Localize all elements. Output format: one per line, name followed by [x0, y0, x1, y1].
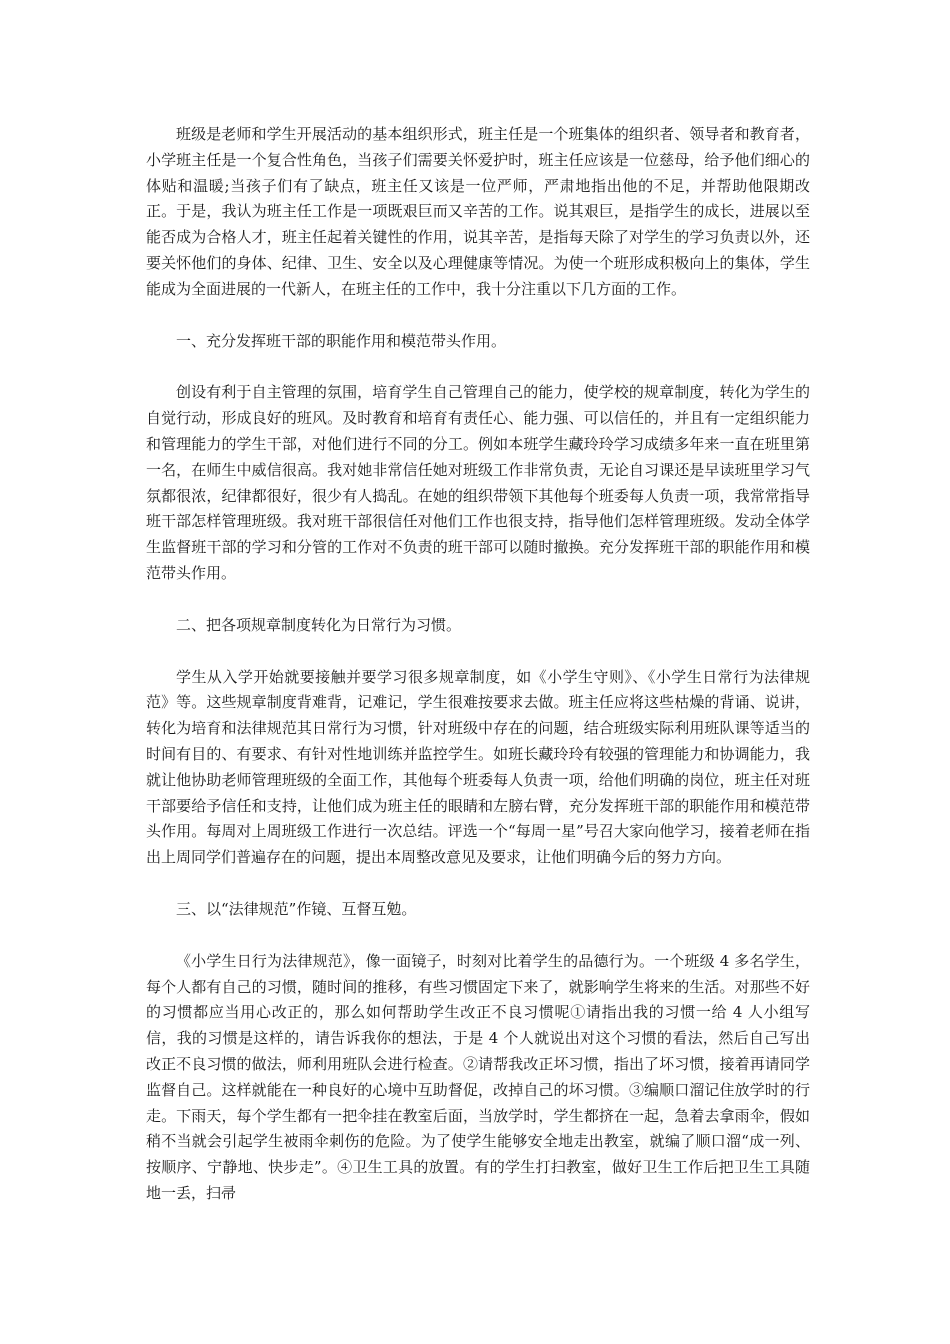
section-heading-2: 二、把各项规章制度转化为日常行为习惯。 — [176, 615, 462, 634]
section-body-2: 学生从入学开始就要接触并要学习很多规章制度，如《小学生守则》、《小学生日常行为法律规范》等。这些规章制度背难背，记难记，学生很难按要求去做。班主任应将这些枯燥的背诵、说讲，转化为培育和法律规范其日常行为习惯，针对班级中存在的问题，结合班级实际利用班队课等适当的时间有目的、有要求、有针对性地训练并监控学生。如班长藏玲玲有较强的管理能力和协调能力，我就让他协助老师管理班级的全面工作，其他每个班委每人负责一项，给他们明确的岗位，班主任对班干部要给予信任和支持，让他们成为班主任的眼睛和左膀右臂，充分发挥班干部的职能作用和模范带头作用。每周对上周班级工作进行一次总结。评选一个“每周一星”号召大家向他学习，接着老师在指出上周同学们普遍存在的问题，提出本周整改意见及要求，让他们明确今后的努力方向。 — [146, 667, 810, 867]
section-heading-1: 一、充分发挥班干部的职能作用和模范带头作用。 — [176, 331, 507, 350]
paragraph-gap — [146, 354, 810, 380]
paragraph-gap — [146, 303, 810, 329]
section-heading-3: 三、以“法律规范”作镜、互督互勉。 — [176, 899, 417, 918]
document-body — [146, 122, 810, 1207]
section-body-3: 《小学生日行为法律规范》，像一面镜子，时刻对比着学生的品德行为。一个班级 4 多名学生，每个人都有自己的习惯，随时间的推移，有些习惯固定下来了，就影响学生将来的生活。对那些不好的习惯都应当用心改正的，那么如何帮助学生改正不良习惯呢①请指出我的习惯一给 4 人小组写信，我的习惯是这样的，请告诉我你的想法，于是 4 个人就说出对这个习惯的看法，然后自己写出改正不良习惯的做法，师利用班队会进行检查。②请帮我改正坏习惯，指出了坏习惯，接着再请同学监督自己。这样就能在一种良好的心境中互助督促，改掉自己的坏习惯。③编顺口溜记住放学时的行走。下雨天，每个学生都有一把伞挂在教室后面，当放学时，学生都挤在一起，急着去拿雨伞，假如稍不当就会引起学生被雨伞刺伤的危险。为了使学生能够安全地走出教室，就编了顺口溜“成一列、按顺序、宁静地、快步走”。④卫生工具的放置。有的学生打扫教室，做好卫生工作后把卫生工具随地一丢，扫帚 — [146, 951, 810, 1202]
paragraph-gap — [146, 923, 810, 949]
paragraph-gap — [146, 871, 810, 897]
paragraph-gap — [146, 587, 810, 613]
paragraph-gap — [146, 639, 810, 665]
intro-paragraph: 班级是老师和学生开展活动的基本组织形式，班主任是一个班集体的组织者、领导者和教育者，小学班主任是一个复合性角色，当孩子们需要关怀爱护时，班主任应该是一位慈母，给予他们细心的体贴和温暖;当孩子们有了缺点，班主任又该是一位严师，严肃地指出他的不足，并帮助他限期改正。于是，我认为班主任工作是一项既艰巨而又辛苦的工作。说其艰巨，是指学生的成长，进展以至能否成为合格人才，班主任起着关键性的作用，说其辛苦，是指每天除了对学生的学习负责以外，还要关怀他们的身体、纪律、卫生、安全以及心理健康等情况。为使一个班形成积极向上的集体，学生能成为全面进展的一代新人，在班主任的工作中，我十分注重以下几方面的工作。 — [146, 125, 810, 298]
section-body-1: 创设有利于自主管理的氛围，培育学生自己管理自己的能力，使学校的规章制度，转化为学生的自觉行动，形成良好的班风。及时教育和培育有责任心、能力强、可以信任的，并且有一定组织能力和管理能力的学生干部，对他们进行不同的分工。例如本班学生藏玲玲学习成绩多年来一直在班里第一名，在师生中威信很高。我对她非常信任她对班级工作非常负责，无论自习课还是早读班里学习气氛都很浓，纪律都很好，很少有人捣乱。在她的组织带领下其他每个班委每人负责一项，我常常指导班干部怎样管理班级。我对班干部很信任对他们工作也很支持，指导他们怎样管理班级。发动全体学生监督班干部的学习和分管的工作对不负责的班干部可以随时撤换。充分发挥班干部的职能作用和模范带头作用。 — [146, 383, 810, 582]
